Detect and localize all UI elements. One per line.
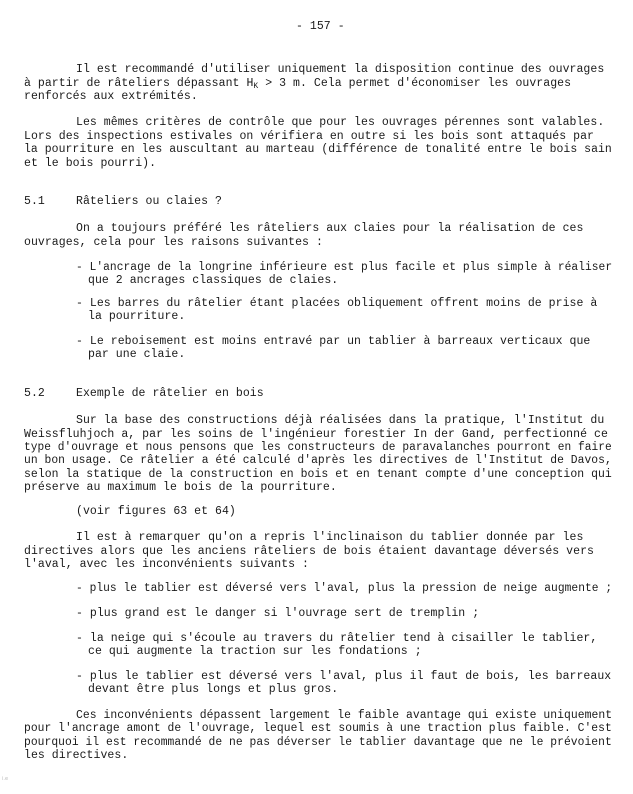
p1-line-1: Il est recommandé d'utiliser uniquement la disposition continue des ouvrages (76, 63, 605, 76)
section-5-2-item-3-line-1: - la neige qui s'écoule au travers du râtelier tend à cisailler le tablier, (76, 632, 598, 645)
section-5-2-number: 5.2 (24, 387, 45, 400)
figures-note: (voir figures 63 et 64) (76, 505, 236, 518)
p1-line-2: à partir de râteliers dépassant $H_K > 3$ m. Cela permet d'économiser les ouvrages (24, 77, 572, 91)
section-5-1-item-1-line-2: que 2 ancrages classiques de claies. (88, 274, 339, 287)
hk-symbol: $H_K$ (246, 77, 259, 91)
conclusion-line-4: les directives. (24, 749, 129, 762)
conclusion-line-2: pour l'ancrage amont de l'ouvrage, lequel est soumis à une traction plus faible. C'est (24, 722, 612, 735)
section-5-1-item-3-line-2: par une claie. (88, 348, 186, 361)
p1-line-3: renforcés aux extrémités. (24, 90, 198, 103)
section-5-2-item-2: - plus grand est le danger si l'ouvrage sert de tremplin ; (76, 607, 480, 620)
p2-line-2: Lors des inspections estivales on vérifiera en outre si les bois sont attaqués par (24, 130, 594, 143)
section-5-1-title: Râteliers ou claies ? (76, 195, 222, 208)
section-5-2-p1-line-3: type d'ouvrage et nous pensons que les constructeurs de paravalanches pourront en faire (24, 441, 612, 454)
section-5-1-item-2-line-1: - Les barres du râtelier étant placées obliquement offrent moins de prise à (76, 297, 598, 310)
p2-line-4: et le bois pourri). (24, 157, 157, 170)
conclusion-line-1: Ces inconvénients dépassent largement le faible avantage qui existe uniquement (76, 709, 613, 722)
section-5-2-item-4-line-1: - plus le tablier est déversé vers l'aval, plus il faut de bois, les barreaux (76, 670, 612, 683)
section-5-1-item-1-line-1: - L'ancrage de la longrine inférieure est plus facile et plus simple à réaliser (76, 261, 613, 274)
section-5-2-p2-line-3: l'aval, avec les inconvénients suivants : (24, 558, 309, 571)
section-5-2-item-3-line-2: ce qui augmente la traction sur les fondations ; (88, 645, 422, 658)
section-5-1-intro-2: ouvrages, cela pour les raisons suivantes : (24, 236, 323, 249)
section-5-2-item-4-line-2: devant être plus longs et plus gros. (88, 683, 339, 696)
section-5-1-intro-1: On a toujours préféré les râteliers aux claies pour la réalisation de ces (76, 222, 584, 235)
section-5-2-p1-line-6: préserve au maximum le bois de la pourriture. (24, 481, 337, 494)
section-5-1-item-3-line-1: - Le reboisement est moins entravé par un tablier à barreaux verticaux que (76, 335, 591, 348)
conclusion-line-3: pourquoi il est recommandé de ne pas déverser le tablier davantage que ne le prévoient (24, 736, 612, 749)
section-5-2-title: Exemple de râtelier en bois (76, 387, 264, 400)
section-5-2-p1-line-1: Sur la base des constructions déjà réalisées dans la pratique, l'Institut du (76, 414, 605, 427)
section-5-1-item-2-line-2: la pourriture. (88, 310, 186, 323)
section-5-2-item-1: - plus le tablier est déversé vers l'aval, plus la pression de neige augmente ; (76, 582, 613, 595)
p2-line-3: la pourriture en les auscultant au marteau (différence de tonalité entre le bois sain (24, 143, 612, 156)
section-5-2-p1-line-4: un bon usage. Ce râtelier a été calculé d'après les directives de l'Institut de Davos, (24, 454, 612, 467)
section-5-2-p1-line-5: selon la statique de la construction en bois et en tenant compte d'une conception qui (24, 468, 612, 481)
corner-mark: i.e (2, 776, 9, 782)
p2-line-1: Les mêmes critères de contrôle que pour les ouvrages pérennes sont valables. (76, 116, 605, 129)
section-5-1-number: 5.1 (24, 195, 45, 208)
page-number: - 157 - (296, 20, 345, 33)
section-5-2-p1-line-2: Weissfluhjoch a, par les soins de l'ingénieur forestier In der Gand, perfectionné ce (24, 428, 608, 441)
section-5-2-p2-line-2: directives alors que les anciens râteliers de bois étaient davantage déversés vers (24, 545, 594, 558)
section-5-2-p2-line-1: Il est à remarquer qu'on a repris l'inclinaison du tablier donnée par les (76, 531, 584, 544)
